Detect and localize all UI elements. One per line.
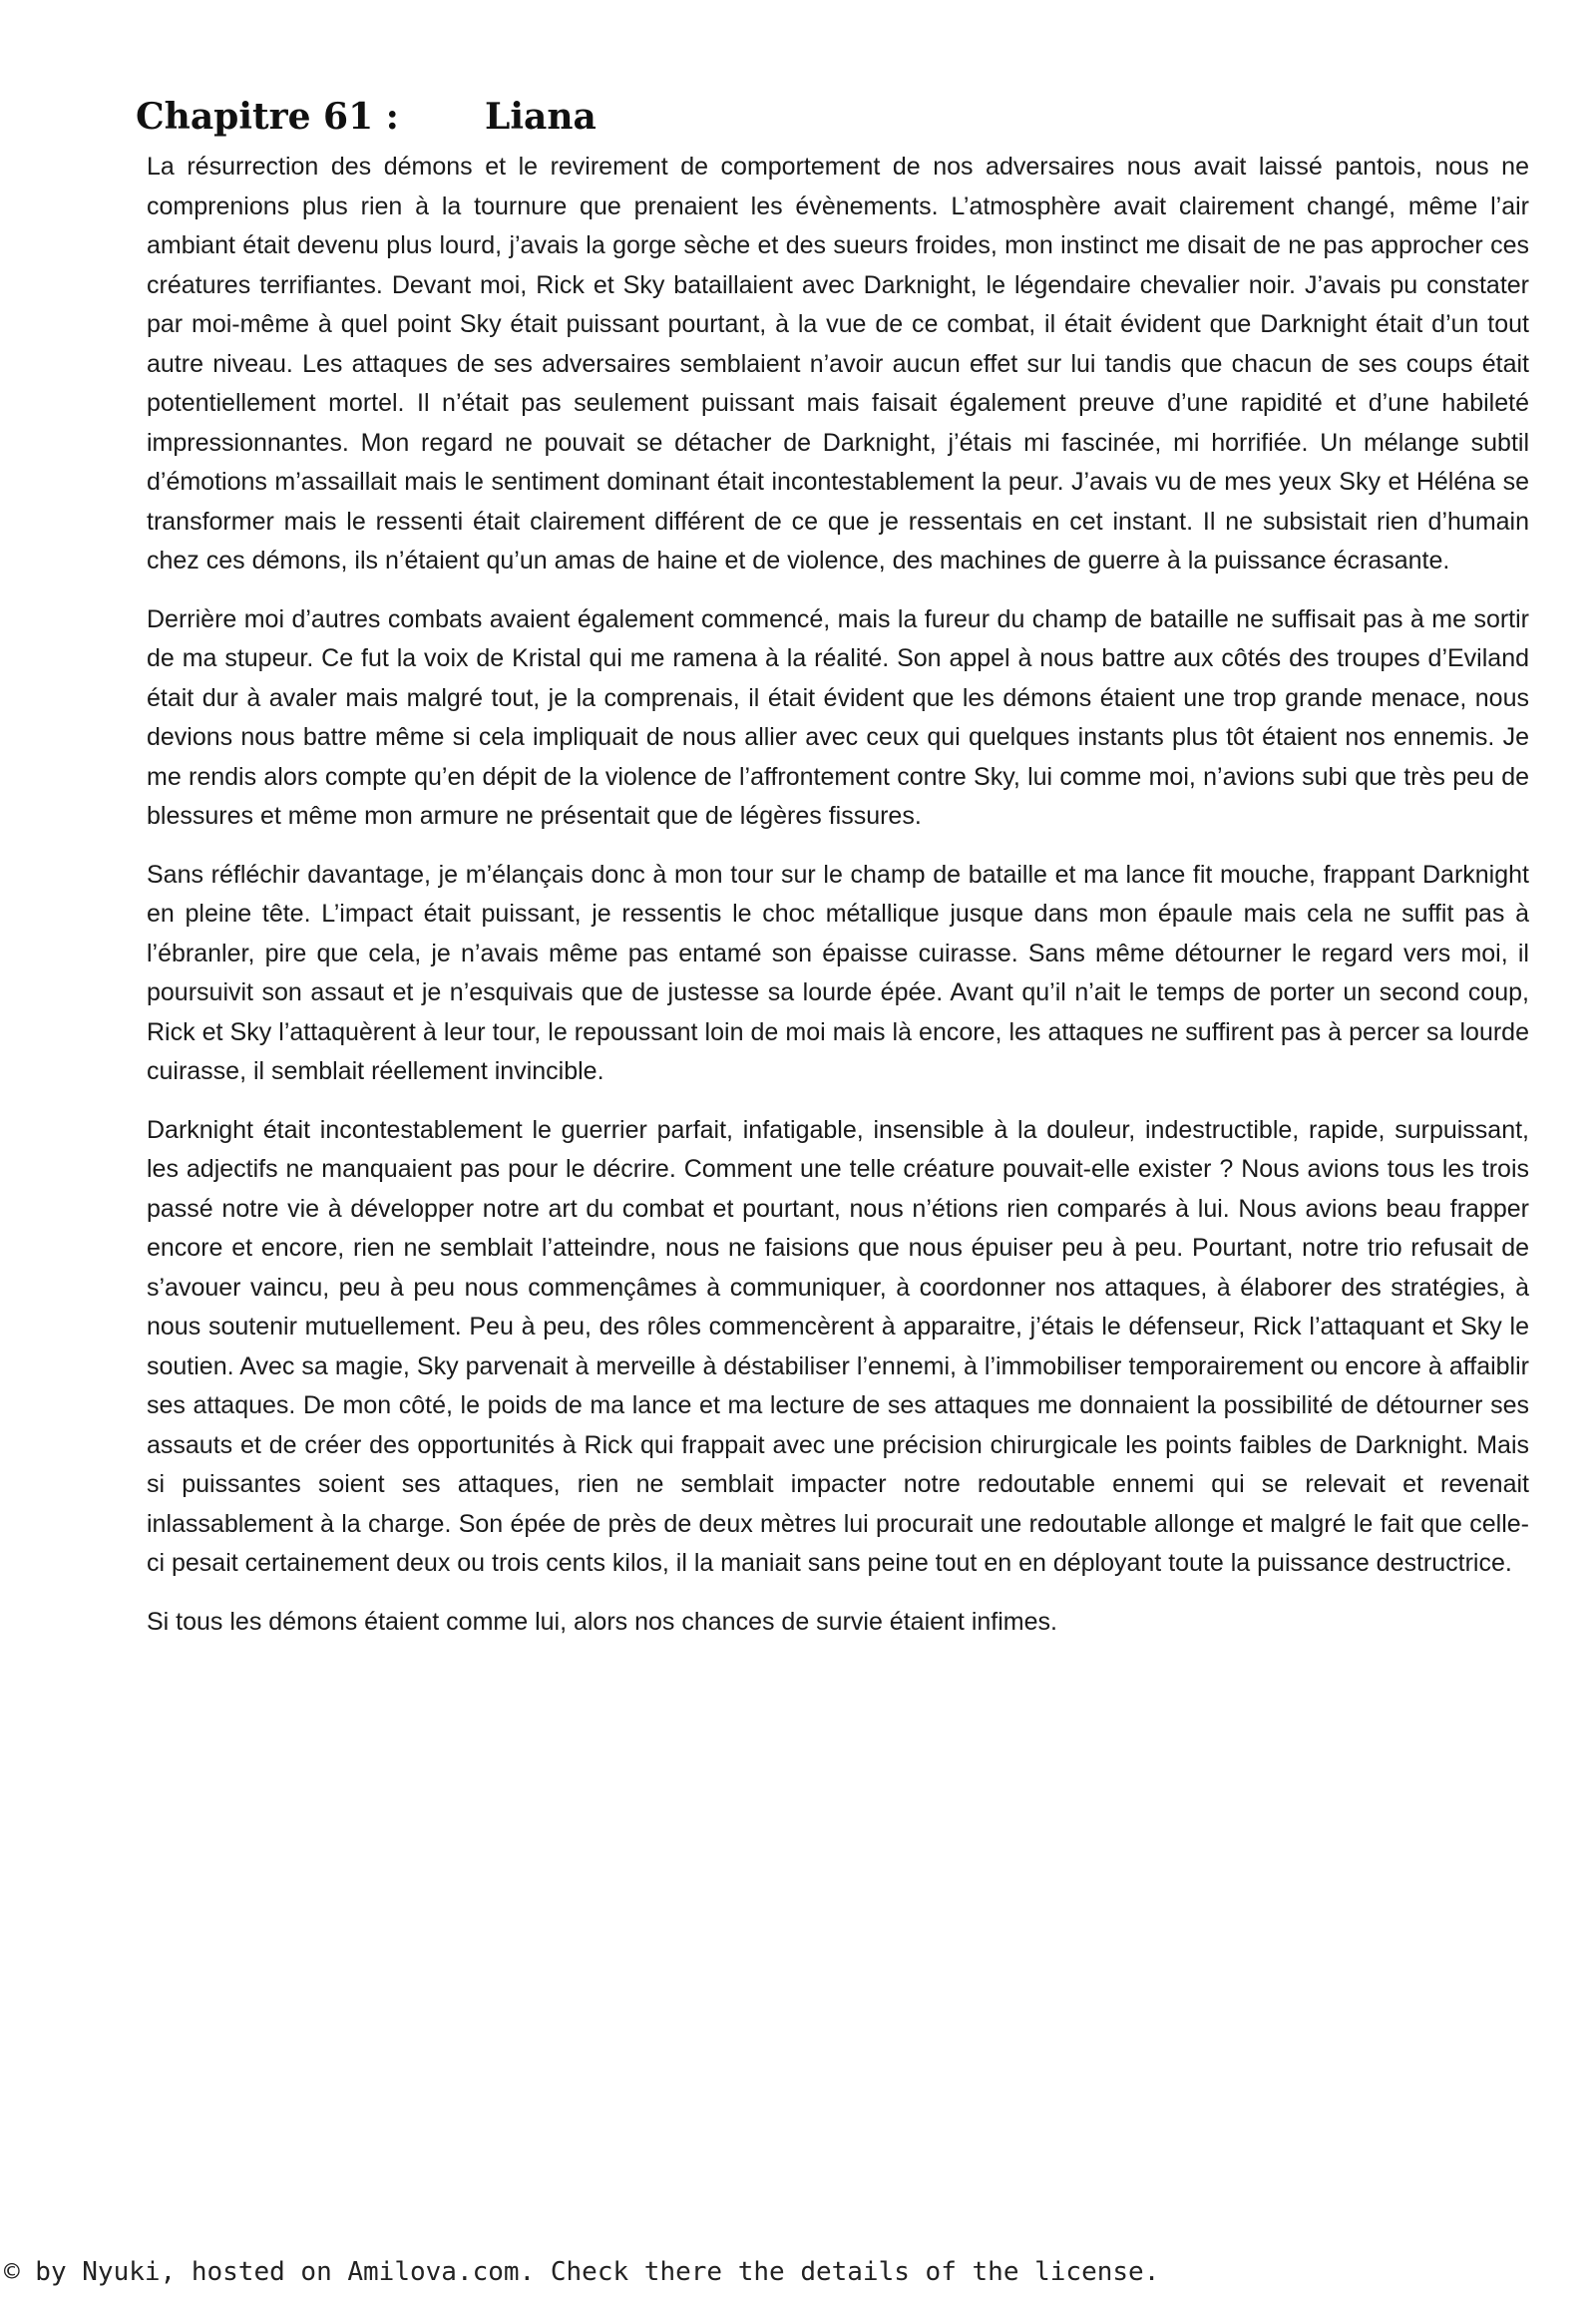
paragraph: Si tous les démons étaient comme lui, alors nos chances de survie étaient infimes. xyxy=(147,1607,1057,1636)
chapter-number: Chapitre 61 : xyxy=(136,96,399,138)
paragraph: La résurrection des démons et le revirement de comportement de nos adversaires nous avait laissé pantois, nous ne comprenions plus rien à la tournure que prenaient les évènements. L’atmosphère avait clairement changé, même l’air ambiant était devenu plus lourd, j’avais la gorge sèche et des sueurs froides, mon instinct me disait de ne pas approcher ces créatures terrifiantes. Devant moi, Rick et Sky bataillaient avec Darknight, le légendaire chevalier noir. J’avais pu constater par moi-même à quel point Sky était puissant pourtant, à la vue de ce combat, il était évident que Darknight était d’un tout autre niveau. Les attaques de ses adversaires semblaient n’avoir aucun effet sur lui tandis que chacun de ses coups était potentiellement mortel. Il n’était pas seulement puissant mais faisait également preuve d’une rapidité et d’une habileté impressionnantes. Mon regard ne pouvait se détacher de Darknight, j’étais mi fascinée, mi horrifiée. Un mélange subtil d’émotions m’assaillait mais le sentiment dominant était incontestablement la peur. J’avais vu de mes yeux Sky et Héléna se transformer mais le ressenti était clairement différent de ce que je ressentais en cet instant. Il ne subsistait rien d’humain chez ces démons, ils n’étaient qu’un amas de haine et de violence, des machines de guerre à la puissance écrasante. xyxy=(147,153,1529,574)
paragraph: Darknight était incontestablement le guerrier parfait, infatigable, insensible à la douleur, indestructible, rapide, surpuissant, les adjectifs ne manquaient pas pour le décrire. Comment une telle créature pouvait-elle exister ? Nous avions tous les trois passé notre vie à développer notre art du combat et pourtant, nous n’étions rien comparés à lui. Nous avions beau frapper encore et encore, rien ne semblait l’atteindre, nous ne faisions que nous épuiser peu à peu. Pourtant, notre trio refusait de s’avouer vaincu, peu à peu nous commençâmes à communiquer, à coordonner nos attaques, à élaborer des stratégies, à nous soutenir mutuellement. Peu à peu, des rôles commencèrent à apparaitre, j’étais le défenseur, Rick l’attaquant et Sky le soutien. Avec sa magie, Sky parvenait à merveille à déstabiliser l’ennemi, à l’immobiliser temporairement ou encore à affaiblir ses attaques. De mon côté, le poids de ma lance et ma lecture de ses attaques me donnaient la possibilité de détourner ses assauts et de créer des opportunités à Rick qui frappait avec une précision chirurgicale les points faibles de Darknight. Mais si puissantes soient ses attaques, rien ne semblait impacter notre redoutable ennemi qui se relevait et revenait inlassablement à la charge. Son épée de près de deux mètres lui procurait une redoutable allonge et malgré le fait que celle-ci pesait certainement deux ou trois cents kilos, il la maniait sans peine tout en en déployant toute la puissance destructrice. xyxy=(147,1115,1529,1577)
paragraph: Derrière moi d’autres combats avaient également commencé, mais la fureur du champ de bataille ne suffisait pas à me sortir de ma stupeur. Ce fut la voix de Kristal qui me ramena à la réalité. Son appel à nous battre aux côtés des troupes d’Eviland était dur à avaler mais malgré tout, je la comprenais, il était évident que les démons étaient une trop grande menace, nous devions nous battre même si cela impliquait de nous allier avec ceux qui quelques instants plus tôt étaient nos ennemis. Je me rendis alors compte qu’en dépit de la violence de l’affrontement contre Sky, lui comme moi, n’avions subi que très peu de blessures et même mon armure ne présentait que de légères fissures. xyxy=(147,604,1529,830)
chapter-heading xyxy=(136,96,597,146)
paragraph: Sans réfléchir davantage, je m’élançais donc à mon tour sur le champ de bataille et ma lance fit mouche, frappant Darknight en pleine tête. L’impact était puissant, je ressentis le choc métallique jusque dans mon épaule mais cela ne suffit pas à l’ébranler, pire que cela, je n’avais même pas entamé son épaisse cuirasse. Sans même détourner le regard vers moi, il poursuivit son assaut et je n’esquivais que de justesse sa lourde épée. Avant qu’il n’ait le temps de porter un second coup, Rick et Sky l’attaquèrent à leur tour, le repoussant loin de moi mais là encore, les attaques ne suffirent pas à percer sa lourde cuirasse, il semblait réellement invincible. xyxy=(147,860,1529,1085)
chapter-title: Liana xyxy=(485,96,597,138)
chapter-body xyxy=(147,148,1529,1661)
license-footer: © by Nyuki, hosted on Amilova.com. Check there the details of the license. xyxy=(4,2257,1160,2287)
